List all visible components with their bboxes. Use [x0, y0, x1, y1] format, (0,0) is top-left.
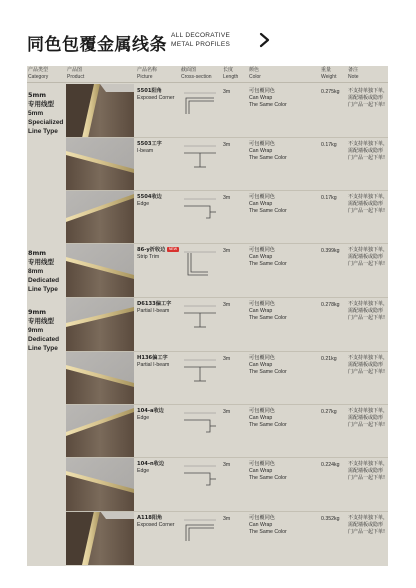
- cross-section-diagram: [180, 515, 220, 549]
- product-name: [137, 247, 179, 261]
- product-note: 不支持单独下单， 需配墙板或隐形 门产品一起下单!: [348, 141, 389, 161]
- cross-section-diagram: [180, 141, 220, 175]
- product-length: 3m: [223, 462, 231, 468]
- product-photo: [66, 351, 134, 405]
- product-length: 3m: [223, 409, 231, 415]
- col-category: 产品类型 Category: [28, 67, 49, 80]
- product-length: 3m: [223, 89, 231, 95]
- chevron-right-icon[interactable]: [258, 32, 272, 48]
- subtitle-line-2: METAL PROFILES: [171, 41, 231, 48]
- category-5mm: 5mm 专用线型 5mm Specialized Line Type: [28, 91, 64, 135]
- product-code: 104-n收边: [137, 461, 165, 467]
- cross-section-diagram: [180, 461, 220, 495]
- product-color: 可包覆同色 Can Wrap The Same Color: [249, 461, 287, 481]
- cross-section-diagram: [180, 301, 220, 335]
- product-color: 可包覆同色 Can Wrap The Same Color: [249, 247, 287, 267]
- product-weight: 0.17kg: [321, 195, 337, 201]
- product-note: 不支持单独下单， 需配墙板或隐形 门产品一起下单!: [348, 355, 389, 375]
- col-note: 备注 Note: [348, 67, 359, 80]
- product-note: 不支持单独下单， 需配墙板或隐形 门产品一起下单!: [348, 194, 389, 214]
- product-note: 不支持单独下单， 需配墙板或隐形 门产品一起下单!: [348, 408, 389, 428]
- product-color: 可包覆同色 Can Wrap The Same Color: [249, 88, 287, 108]
- cross-section-diagram: [180, 88, 220, 122]
- col-length: 长度 Length: [223, 67, 239, 80]
- product-name-en: Partial I-beam: [137, 362, 170, 368]
- row-divider: [66, 297, 388, 298]
- product-weight: 0.275kg: [321, 89, 340, 95]
- product-weight: 0.399kg: [321, 248, 340, 254]
- product-weight: 0.27kg: [321, 409, 337, 415]
- product-length: 3m: [223, 195, 231, 201]
- product-name: [137, 88, 175, 102]
- product-color: 可包覆同色 Can Wrap The Same Color: [249, 141, 287, 161]
- table-row: [27, 84, 388, 138]
- cross-section-diagram: [180, 355, 220, 389]
- row-divider: [66, 190, 388, 191]
- page-title: 同色包覆金属线条: [27, 35, 167, 55]
- product-color: 可包覆同色 Can Wrap The Same Color: [249, 515, 287, 535]
- category-9mm: 9mm 专用线型 9mm Dedicated Line Type: [28, 308, 60, 352]
- cross-section-diagram: [180, 194, 220, 228]
- new-badge: NEW: [168, 247, 177, 251]
- product-name-en: Edge: [137, 415, 150, 421]
- product-photo: [66, 243, 134, 297]
- product-note: 不支持单独下单， 需配墙板或隐形 门产品一起下单!: [348, 247, 389, 267]
- product-photo: [66, 404, 134, 458]
- product-length: 3m: [223, 302, 231, 308]
- product-name: [137, 515, 175, 529]
- cross-section-diagram: [180, 408, 220, 442]
- product-photo: [66, 84, 134, 138]
- product-note: 不支持单独下单， 需配墙板或隐形 门产品一起下单!: [348, 88, 389, 108]
- product-note: 不支持单独下单， 需配墙板或隐形 门产品一起下单!: [348, 301, 389, 321]
- product-color: 可包覆同色 Can Wrap The Same Color: [249, 301, 287, 321]
- product-name: [137, 461, 164, 475]
- row-divider: [66, 137, 388, 138]
- product-name: [137, 301, 171, 315]
- product-weight: 0.224kg: [321, 462, 340, 468]
- product-table: [27, 66, 388, 566]
- table-row: [27, 404, 388, 458]
- table-header: [27, 66, 388, 83]
- product-name-en: I-beam: [137, 148, 154, 154]
- page-header: [27, 28, 387, 56]
- product-length: 3m: [223, 516, 231, 522]
- row-divider: [66, 511, 388, 512]
- product-name-en: Exposed Corner: [137, 522, 175, 528]
- product-name: [137, 194, 162, 208]
- table-row: [27, 457, 388, 511]
- product-note: 不支持单独下单， 需配墙板或隐形 门产品一起下单!: [348, 515, 389, 535]
- table-row: [27, 243, 388, 297]
- product-photo: [66, 137, 134, 191]
- col-color: 颜色 Color: [249, 67, 261, 80]
- category-8mm: 8mm 专用线型 8mm Dedicated Line Type: [28, 249, 60, 293]
- table-row: [27, 137, 388, 191]
- product-photo: [66, 190, 134, 244]
- row-divider: [66, 457, 388, 458]
- product-weight: 0.278kg: [321, 302, 340, 308]
- product-code: 86-y折收边: [137, 247, 166, 253]
- product-name: [137, 408, 164, 422]
- product-code: 5504收边: [137, 194, 162, 200]
- row-divider: [66, 404, 388, 405]
- product-name: [137, 355, 169, 369]
- product-weight: 0.352kg: [321, 516, 340, 522]
- product-note: 不支持单独下单， 需配墙板或隐形 门产品一起下单!: [348, 461, 389, 481]
- col-product: 产品图 Product: [67, 67, 85, 80]
- row-divider: [66, 243, 388, 244]
- product-code: A118阳角: [137, 515, 163, 521]
- row-divider: [66, 351, 388, 352]
- product-name-en: Edge: [137, 201, 150, 207]
- product-name-en: Exposed Corner: [137, 95, 175, 101]
- table-row: [27, 351, 388, 405]
- product-name-en: Partial I-beam: [137, 308, 170, 314]
- product-length: 3m: [223, 356, 231, 362]
- table-row: [27, 190, 388, 244]
- page-subtitle: [171, 31, 230, 49]
- product-weight: 0.17kg: [321, 142, 337, 148]
- product-color: 可包覆同色 Can Wrap The Same Color: [249, 194, 287, 214]
- product-name: [137, 141, 162, 155]
- product-photo: [66, 457, 134, 511]
- product-color: 可包覆同色 Can Wrap The Same Color: [249, 355, 287, 375]
- cross-section-diagram: [180, 247, 220, 281]
- product-name-en: Strip Trim: [137, 254, 160, 260]
- product-code: H136偏工字: [137, 355, 168, 361]
- product-code: 5503工字: [137, 141, 162, 147]
- product-code: D6133偏工字: [137, 301, 172, 307]
- subtitle-line-1: ALL DECORATIVE: [171, 32, 231, 39]
- table-row: [27, 511, 388, 565]
- product-code: 104-a收边: [137, 408, 164, 414]
- product-code: 5501阳角: [137, 88, 162, 94]
- col-cross-section: 截面图 Cross-section: [181, 67, 212, 80]
- table-row: [27, 297, 388, 351]
- col-weight: 重量 Weight: [321, 67, 337, 80]
- product-photo: [66, 511, 134, 565]
- product-name-en: Edge: [137, 468, 150, 474]
- col-picture: 产品名称 Picture: [137, 67, 158, 80]
- product-color: 可包覆同色 Can Wrap The Same Color: [249, 408, 287, 428]
- product-length: 3m: [223, 142, 231, 148]
- product-weight: 0.21kg: [321, 356, 337, 362]
- product-photo: [66, 297, 134, 351]
- product-length: 3m: [223, 248, 231, 254]
